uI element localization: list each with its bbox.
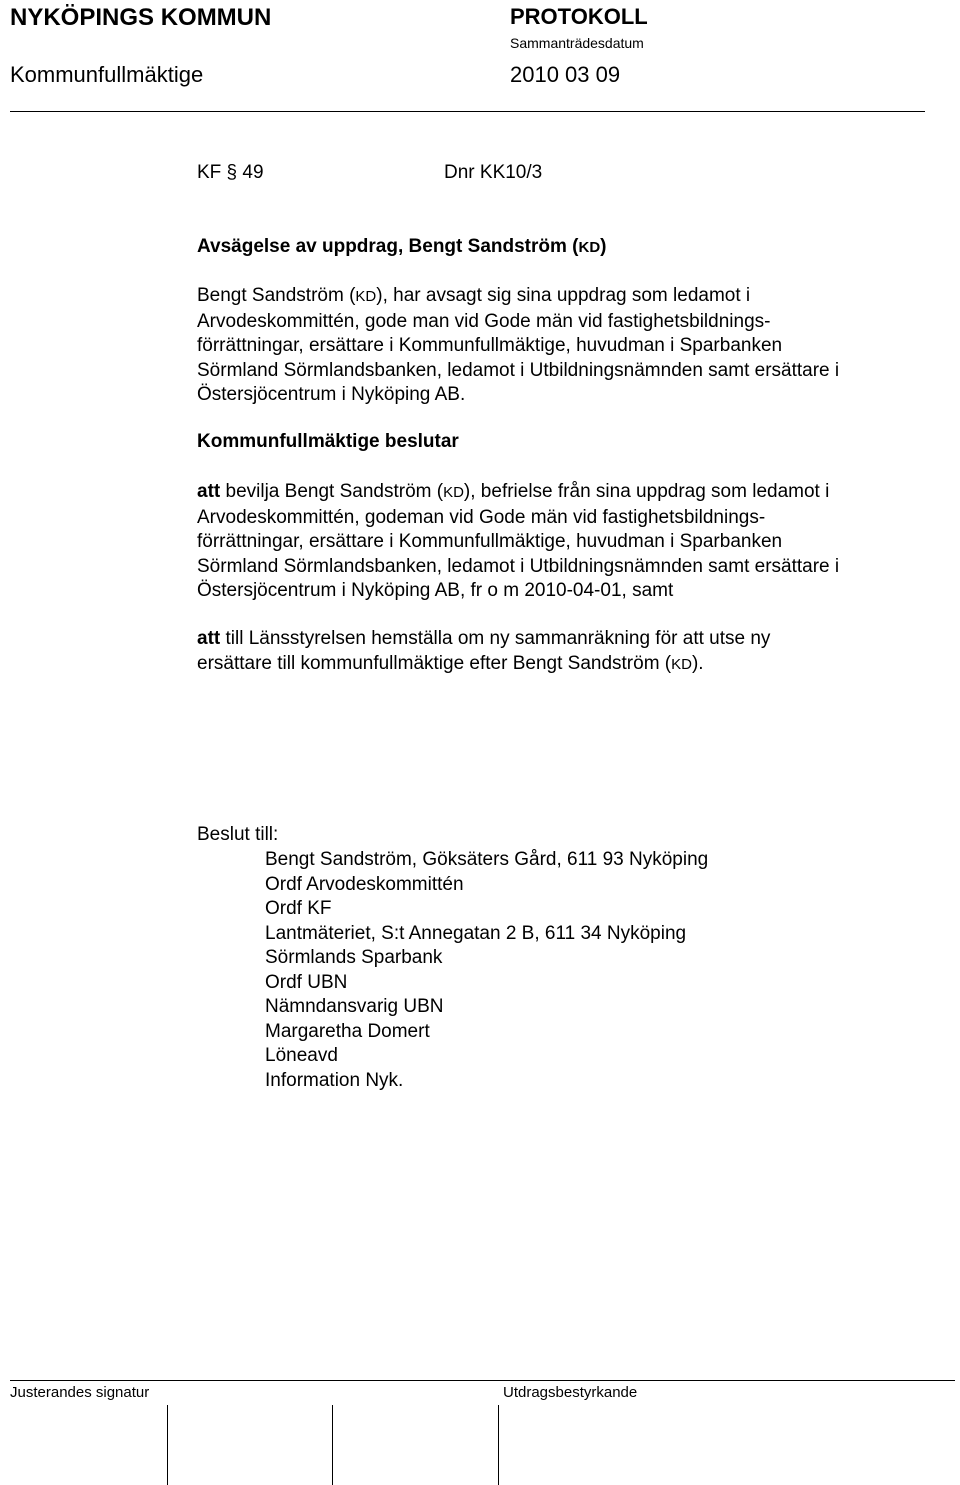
distribution-label: Beslut till:: [197, 824, 279, 845]
list-item: Bengt Sandström, Göksäters Gård, 611 93 Nyköping: [265, 849, 709, 870]
meeting-date-label: Sammanträdesdatum: [510, 35, 644, 51]
decision-clause-1: [197, 480, 839, 604]
text-line: att bevilja Bengt Sandström (KD), befrielse från sina uppdrag som ledamot i: [197, 481, 830, 502]
text-line: förrättningar, ersättare i Kommunfullmäktige, huvudman i Sparbanken: [197, 531, 783, 552]
signature-box-divider: [498, 1405, 499, 1485]
text-line: Arvodeskommittén, godeman vid Gode män vid fastighetsbildnings-: [197, 506, 766, 528]
list-item: Nämndansvarig UBN: [265, 996, 444, 1017]
organization-name: NYKÖPINGS KOMMUN: [10, 4, 272, 31]
matter-title: Avsägelse av uppdrag, Bengt Sandström (KD): [197, 236, 607, 257]
document-type: PROTOKOLL: [510, 4, 648, 29]
text-line: förrättningar, ersättare i Kommunfullmäktige, huvudman i Sparbanken: [197, 335, 783, 356]
footer-divider: [10, 1380, 955, 1381]
text-line: Sörmland Sörmlandsbanken, ledamot i Utbildningsnämnden samt ersättare i: [197, 359, 840, 381]
list-item: Lantmäteriet, S:t Annegatan 2 B, 611 34 Nyköping: [265, 922, 687, 944]
text-line: ersättare till kommunfullmäktige efter Bengt Sandström (KD).: [197, 652, 704, 674]
decision-clause-2: [197, 627, 770, 677]
text-line: Arvodeskommittén, gode man vid Gode män vid fastighetsbildnings-: [197, 310, 771, 332]
matter-description: [197, 284, 839, 408]
signature-label: Justerandes signatur: [10, 1384, 150, 1401]
signature-box-divider: [332, 1405, 333, 1485]
list-item: Ordf Arvodeskommittén: [265, 873, 464, 895]
certification-label: Utdragsbestyrkande: [503, 1384, 638, 1401]
paragraph-reference: KF § 49: [197, 162, 264, 183]
text-line: Östersjöcentrum i Nyköping AB.: [197, 384, 466, 405]
meeting-date: 2010 03 09: [510, 62, 621, 87]
list-item: Sörmlands Sparbank: [265, 947, 443, 968]
diary-number: Dnr KK10/3: [444, 162, 543, 183]
decision-heading: Kommunfullmäktige beslutar: [197, 431, 459, 452]
list-item: Ordf UBN: [265, 971, 348, 993]
governing-body: Kommunfullmäktige: [10, 62, 204, 87]
text-line: Östersjöcentrum i Nyköping AB, fr o m 2010-04-01, samt: [197, 580, 674, 601]
list-item: Information Nyk.: [265, 1069, 404, 1091]
header-divider: [10, 111, 925, 112]
text-line: Sörmland Sörmlandsbanken, ledamot i Utbildningsnämnden samt ersättare i: [197, 555, 840, 577]
list-item: Margaretha Domert: [265, 1020, 430, 1042]
text-line: att till Länsstyrelsen hemställa om ny sammanräkning för att utse ny: [197, 628, 771, 649]
att-keyword: att: [197, 628, 221, 649]
distribution-list: [265, 848, 708, 1093]
text-line: Bengt Sandström (KD), har avsagt sig sina uppdrag som ledamot i: [197, 285, 751, 306]
att-keyword: att: [197, 481, 221, 502]
signature-box-divider: [167, 1405, 168, 1485]
list-item: Löneavd: [265, 1045, 338, 1066]
list-item: Ordf KF: [265, 898, 332, 919]
